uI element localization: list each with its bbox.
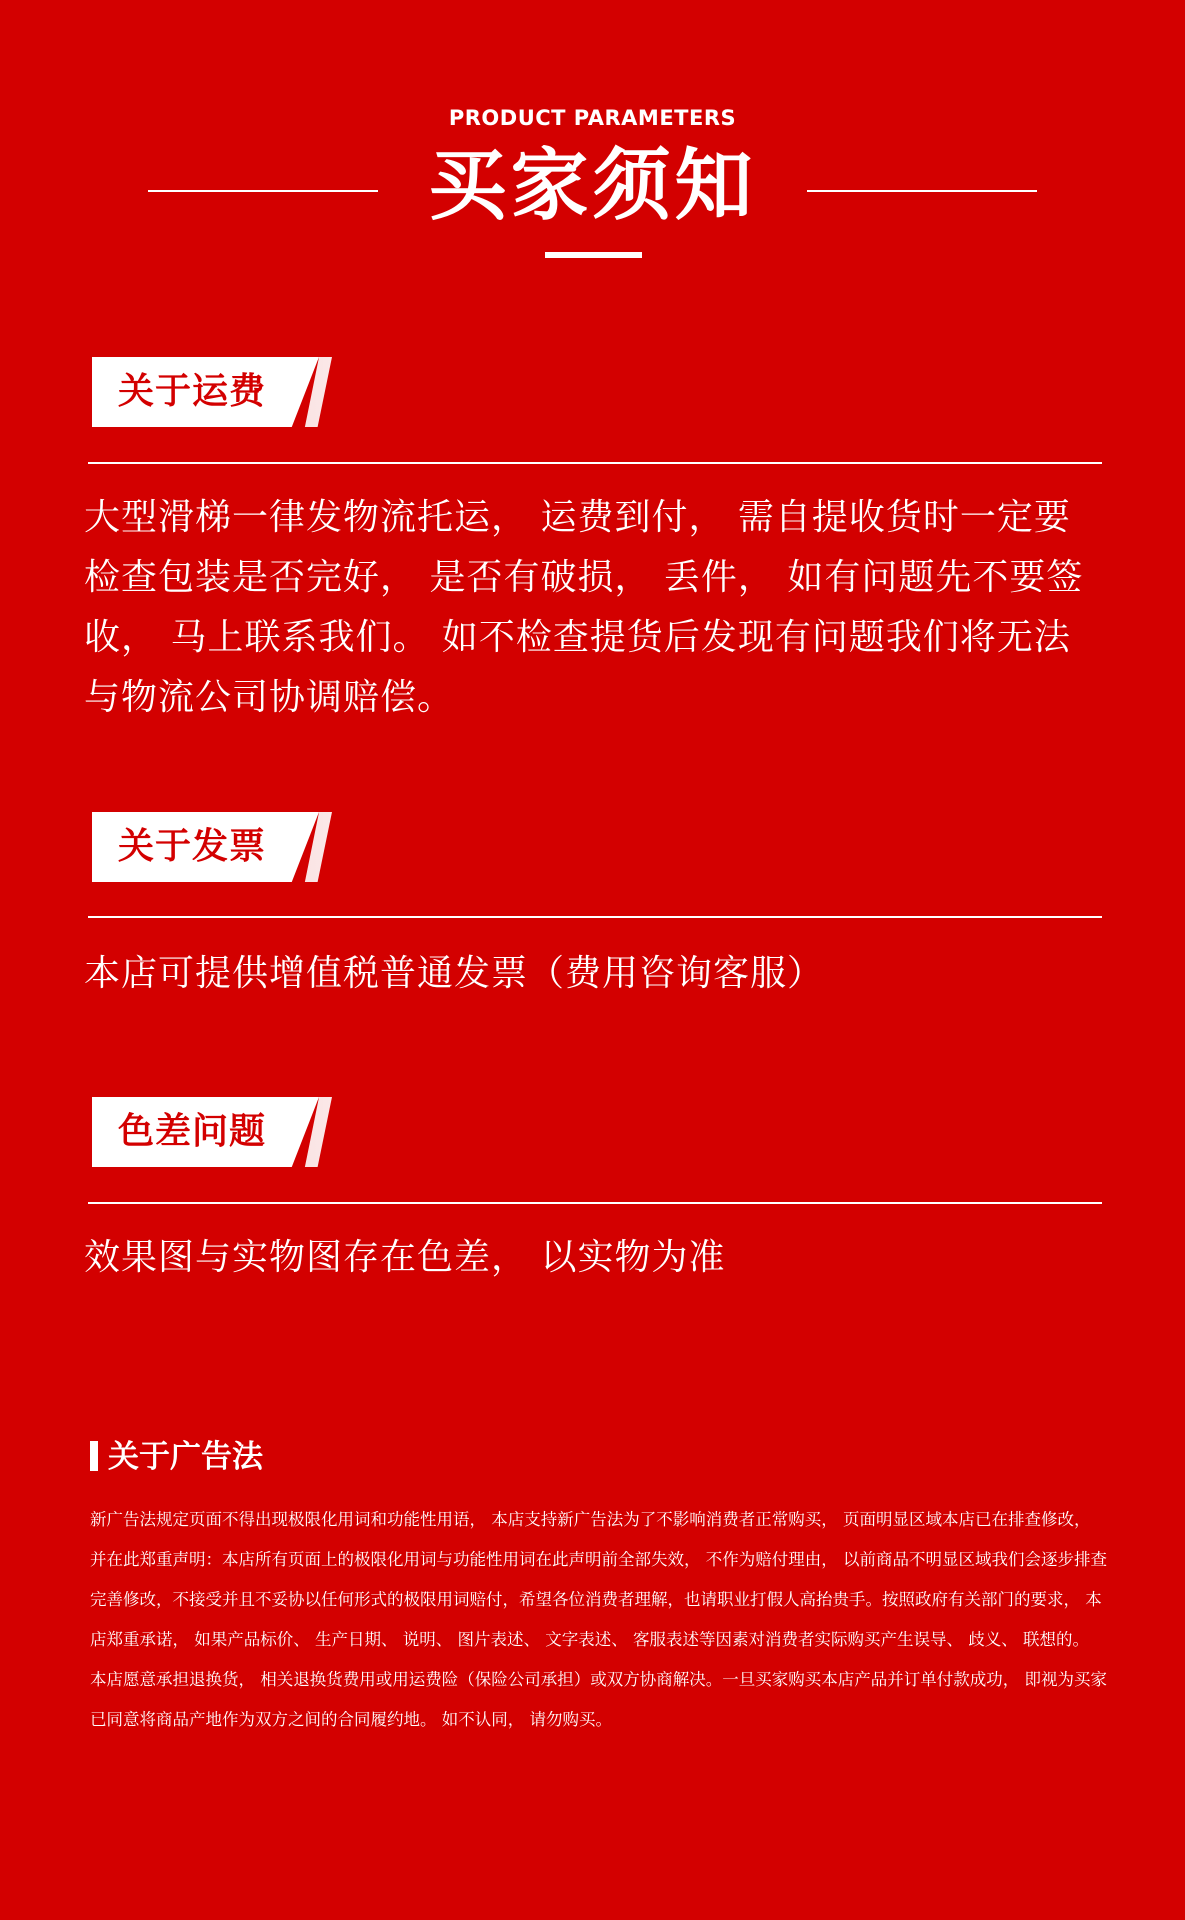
section-tag-color-difference [92,1097,332,1167]
heading-bar [90,1441,98,1471]
header-underline [545,252,642,258]
section-text-invoice: 本店可提供增值税普通发票（费用咨询客服） [84,953,825,994]
ad-law-heading [90,1437,263,1477]
section-tag-shipping [92,357,332,427]
ad-law-text: 新广告法规定页面不得出现极限化用词和功能性用语， 本店支持新广告法为了不影响消费者正常购买， 页面明显区域本店已在排查修改， 并在此郑重声明：本店所有页面上的极限化用词与功能性用词在此声明前全部失效， 不作为赔付理由， 以前商品不明显区域我们会逐步排查完善修改，不接受并且不妥协以任何形式的极限用词赔付，希望各位消费者理解，也请职业打假人高抬贵手。按照政府有关部门的要求， 本店郑重承诺， 如果产品标价、 生产日期、 说明、 图片表述、 文字表述、 客服表述等因素对消费者实际购买产生误导、 歧义、 联想的。 本店愿意承担退换货， 相关退换货费用或用运费险（保险公司承担）或双方协商解决。一旦买家购买本店产品并订单付款成功， 即视为买家已同意将商品产地作为双方之间的合同履约地。 如不认同， 请勿购买。 [90,1510,1107,1729]
header-line-right [807,190,1037,192]
section-divider [88,916,1102,918]
page-title: 买家须知 [428,141,757,231]
section-text-color-difference: 效果图与实物图存在色差， 以实物为准 [84,1237,726,1278]
section-tag-invoice [92,812,332,882]
ad-law-heading-label: 关于广告法 [108,1439,263,1475]
section-divider [88,1202,1102,1204]
section-tag-label: 色差问题 [118,1111,267,1152]
section-text-shipping: 大型滑梯一律发物流托运， 运费到付， 需自提收货时一定要检查包装是否完好， 是否有破损， 丢件， 如有问题先不要签收， 马上联系我们。 如不检查提货后发现有问题我们将无法与物流公司协调赔偿。 [84,497,1084,718]
section-tag-label: 关于发票 [118,826,267,867]
header-subtitle: PRODUCT PARAMETERS [448,106,737,130]
section-tag-label: 关于运费 [118,371,267,412]
section-divider [88,462,1102,464]
